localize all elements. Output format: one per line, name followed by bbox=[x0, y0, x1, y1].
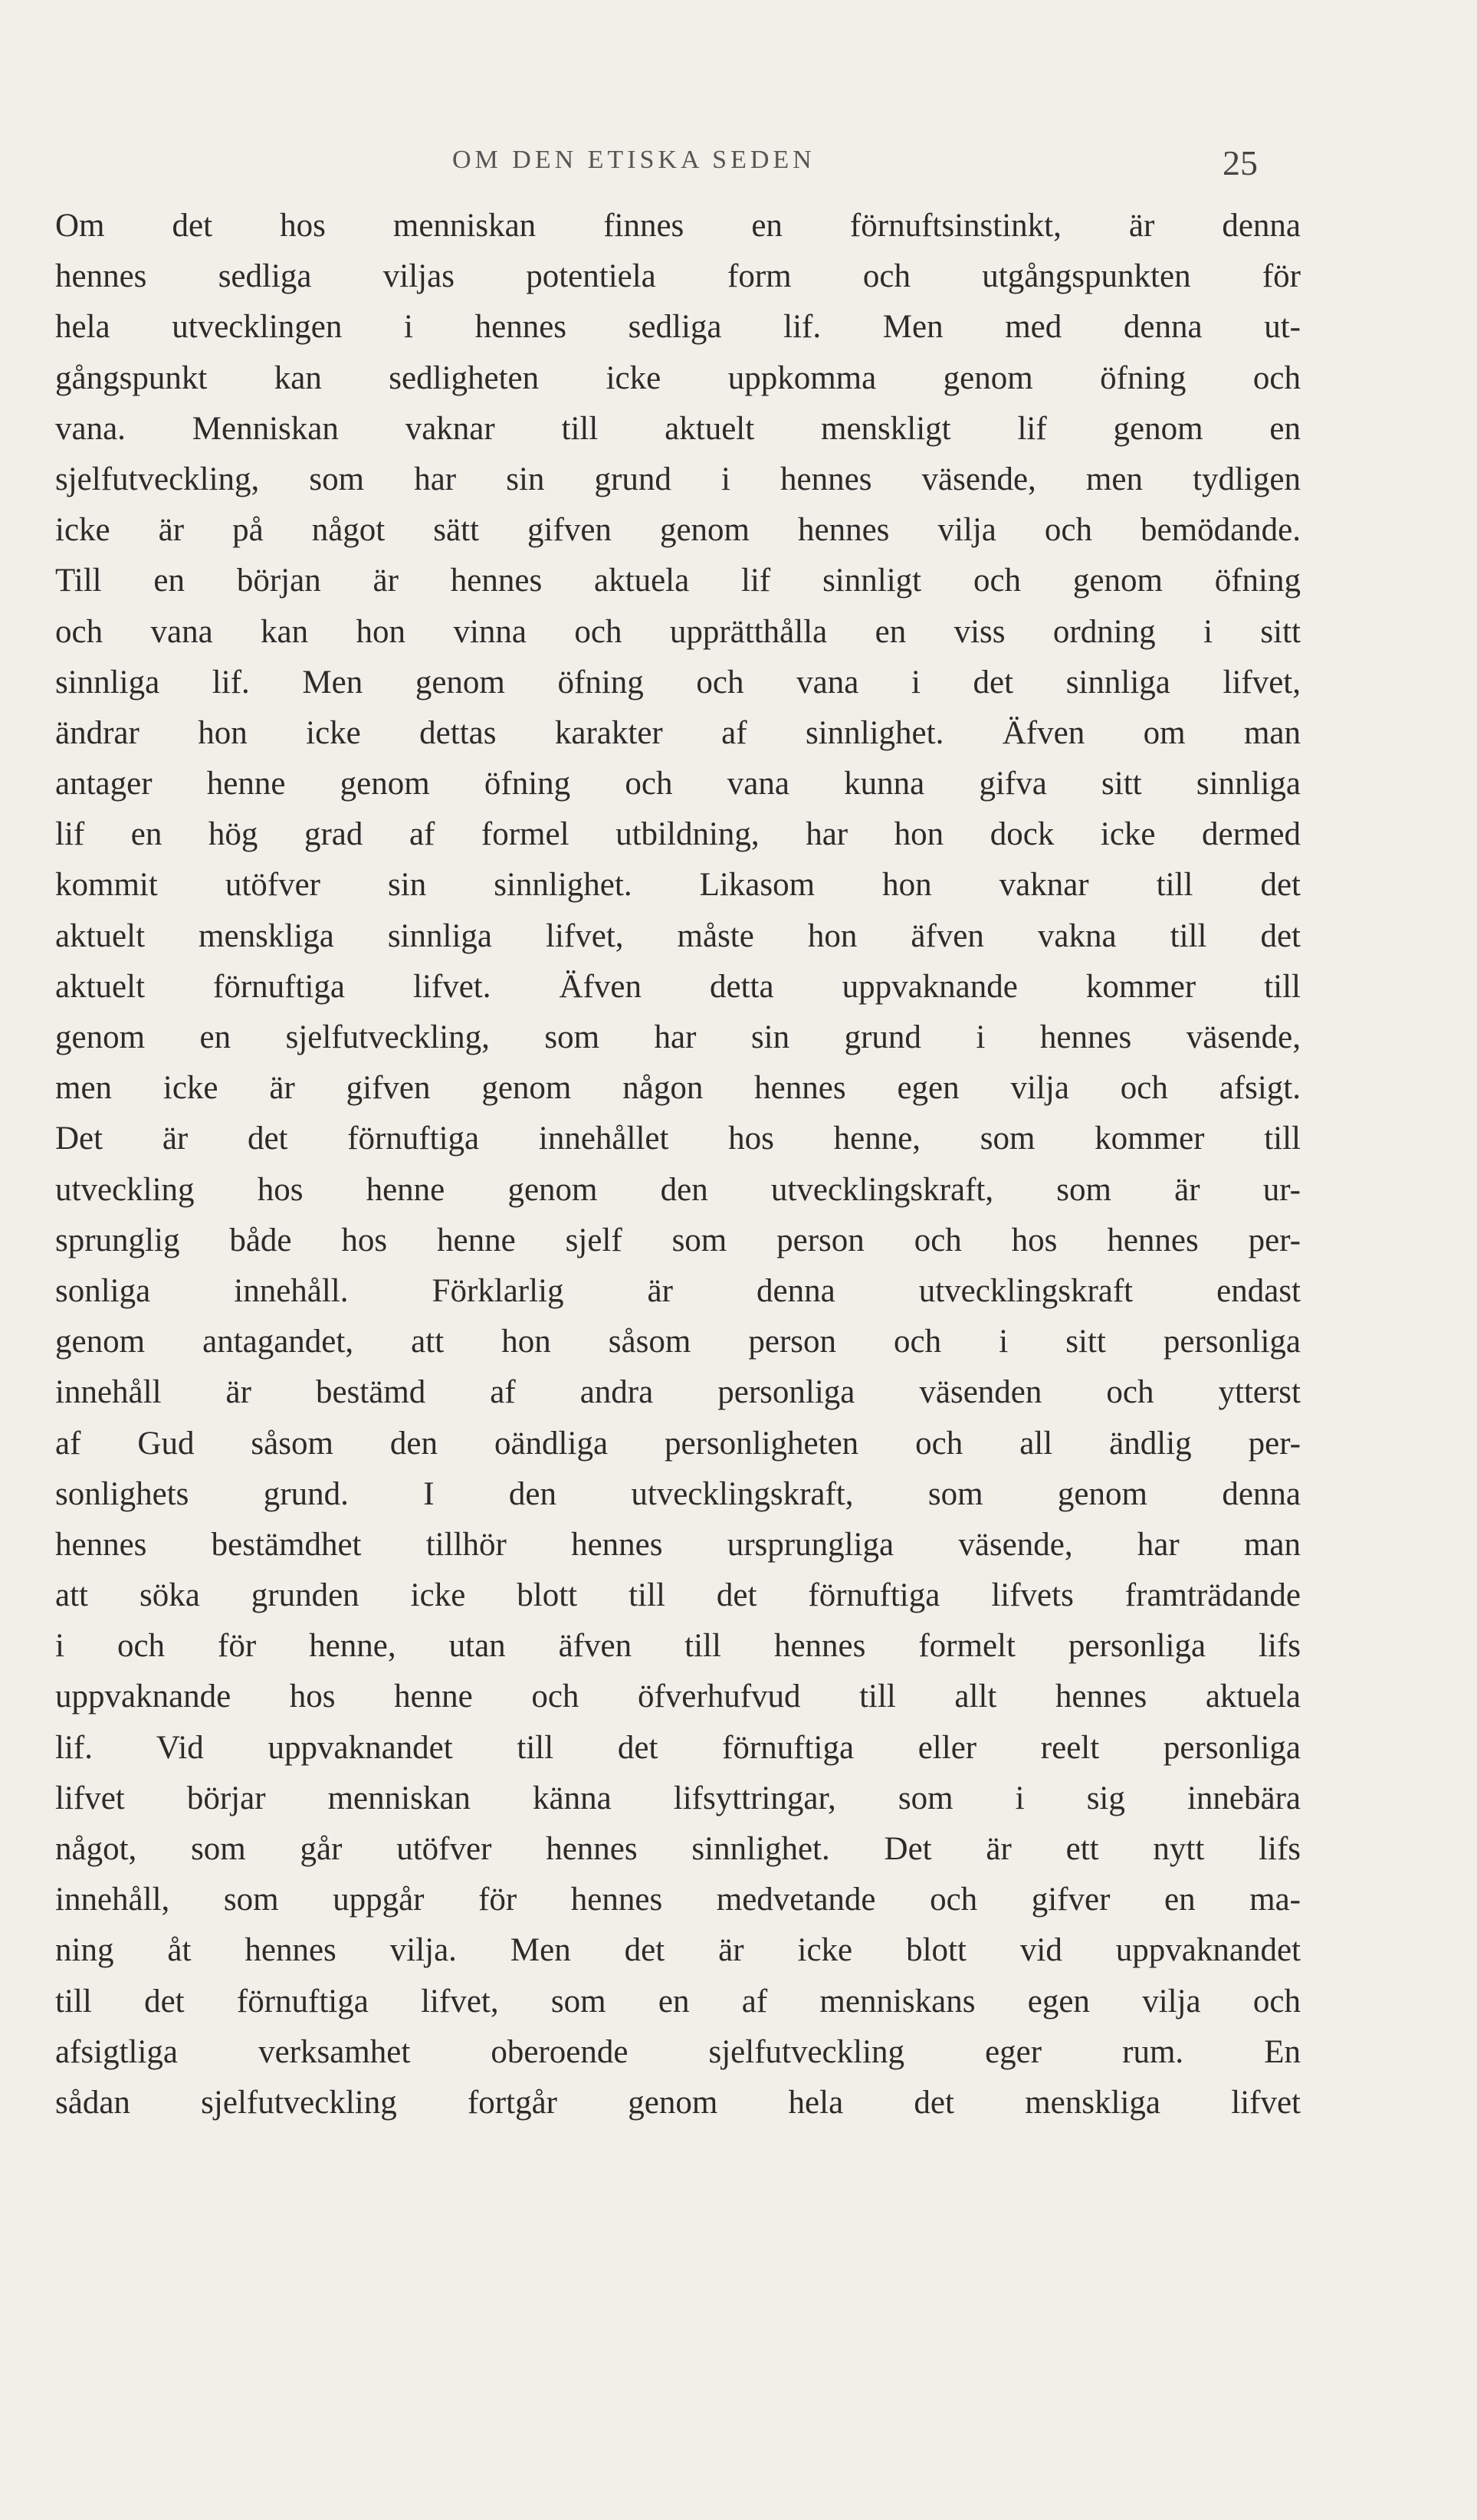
text-line: sjelfutveckling, som har sin grund i hennes väsende, men tydligen bbox=[55, 461, 1301, 497]
text-line: vana. Menniskan vaknar till aktuelt menskligt lif genom en bbox=[55, 410, 1301, 447]
text-line: att söka grunden icke blott till det förnuftiga lifvets framträdande bbox=[55, 1577, 1301, 1614]
text-line: hela utvecklingen i hennes sedliga lif. Men med denna ut- bbox=[55, 309, 1301, 346]
running-head bbox=[0, 143, 1477, 192]
text-line: i och för henne, utan äfven till hennes formelt personliga lifs bbox=[55, 1628, 1301, 1665]
text-line: aktuelt menskliga sinnliga lifvet, måste hon äfven vakna till det bbox=[55, 917, 1301, 954]
text-line: antager henne genom öfning och vana kunna gifva sitt sinnliga bbox=[55, 766, 1301, 802]
running-title: OM DEN ETISKA SEDEN bbox=[452, 146, 816, 174]
text-line: något, som går utöfver hennes sinnlighet. Det är ett nytt lifs bbox=[55, 1831, 1301, 1867]
page-number: 25 bbox=[1223, 143, 1258, 182]
text-line: utveckling hos henne genom den utvecklingskraft, som är ur- bbox=[55, 1171, 1301, 1208]
text-line: icke är på något sätt gifven genom hennes vilja och bemödande. bbox=[55, 512, 1301, 549]
text-line: innehåll, som uppgår för hennes medvetande och gifver en ma- bbox=[55, 1882, 1301, 1918]
text-line: aktuelt förnuftiga lifvet. Äfven detta uppvaknande kommer till bbox=[55, 968, 1301, 1005]
text-line: sinnliga lif. Men genom öfning och vana i det sinnliga lifvet, bbox=[55, 664, 1301, 701]
text-line: sonliga innehåll. Förklarlig är denna utvecklingskraft endast bbox=[55, 1272, 1301, 1309]
text-line: gångspunkt kan sedligheten icke uppkomma genom öfning och bbox=[55, 359, 1301, 396]
text-line: Det är det förnuftiga innehållet hos henne, som kommer till bbox=[55, 1121, 1301, 1157]
text-line: uppvaknande hos henne och öfverhufvud till allt hennes aktuela bbox=[55, 1678, 1301, 1715]
text-line: af Gud såsom den oändliga personligheten och all ändlig per- bbox=[55, 1425, 1301, 1462]
text-line: men icke är gifven genom någon hennes egen vilja och afsigt. bbox=[55, 1070, 1301, 1107]
text-line: Till en början är hennes aktuela lif sinnligt och genom öfning bbox=[55, 563, 1301, 599]
body-text bbox=[55, 201, 1301, 2128]
text-line: ning åt hennes vilja. Men det är icke blott vid uppvaknandet bbox=[55, 1932, 1301, 1969]
text-line: lifvet börjar menniskan känna lifsyttringar, som i sig innebära bbox=[55, 1780, 1301, 1816]
text-line: kommit utöfver sin sinnlighet. Likasom hon vaknar till det bbox=[55, 867, 1301, 904]
text-line: ändrar hon icke dettas karakter af sinnlighet. Äfven om man bbox=[55, 714, 1301, 751]
text-line: sådan sjelfutveckling fortgår genom hela det menskliga lifvet bbox=[55, 2084, 1301, 2121]
text-line: genom antagandet, att hon såsom person och i sitt personliga bbox=[55, 1324, 1301, 1360]
text-line: sonlighets grund. I den utvecklingskraft, som genom denna bbox=[55, 1475, 1301, 1512]
text-line: innehåll är bestämd af andra personliga väsenden och ytterst bbox=[55, 1374, 1301, 1411]
text-line: lif en hög grad af formel utbildning, har hon dock icke dermed bbox=[55, 816, 1301, 853]
text-line: sprunglig både hos henne sjelf som person och hos hennes per- bbox=[55, 1222, 1301, 1258]
text-line: afsigtliga verksamhet oberoende sjelfutveckling eger rum. En bbox=[55, 2033, 1301, 2070]
text-line: hennes sedliga viljas potentiela form och utgångspunkten för bbox=[55, 258, 1301, 295]
text-line: och vana kan hon vinna och upprätthålla en viss ordning i sitt bbox=[55, 613, 1301, 650]
text-line: lif. Vid uppvaknandet till det förnuftiga eller reelt personliga bbox=[55, 1729, 1301, 1766]
text-line: hennes bestämdhet tillhör hennes ursprungliga väsende, har man bbox=[55, 1526, 1301, 1563]
text-line: genom en sjelfutveckling, som har sin grund i hennes väsende, bbox=[55, 1019, 1301, 1055]
text-line: till det förnuftiga lifvet, som en af menniskans egen vilja och bbox=[55, 1983, 1301, 2020]
text-line: Om det hos menniskan finnes en förnuftsinstinkt, är denna bbox=[55, 208, 1301, 244]
